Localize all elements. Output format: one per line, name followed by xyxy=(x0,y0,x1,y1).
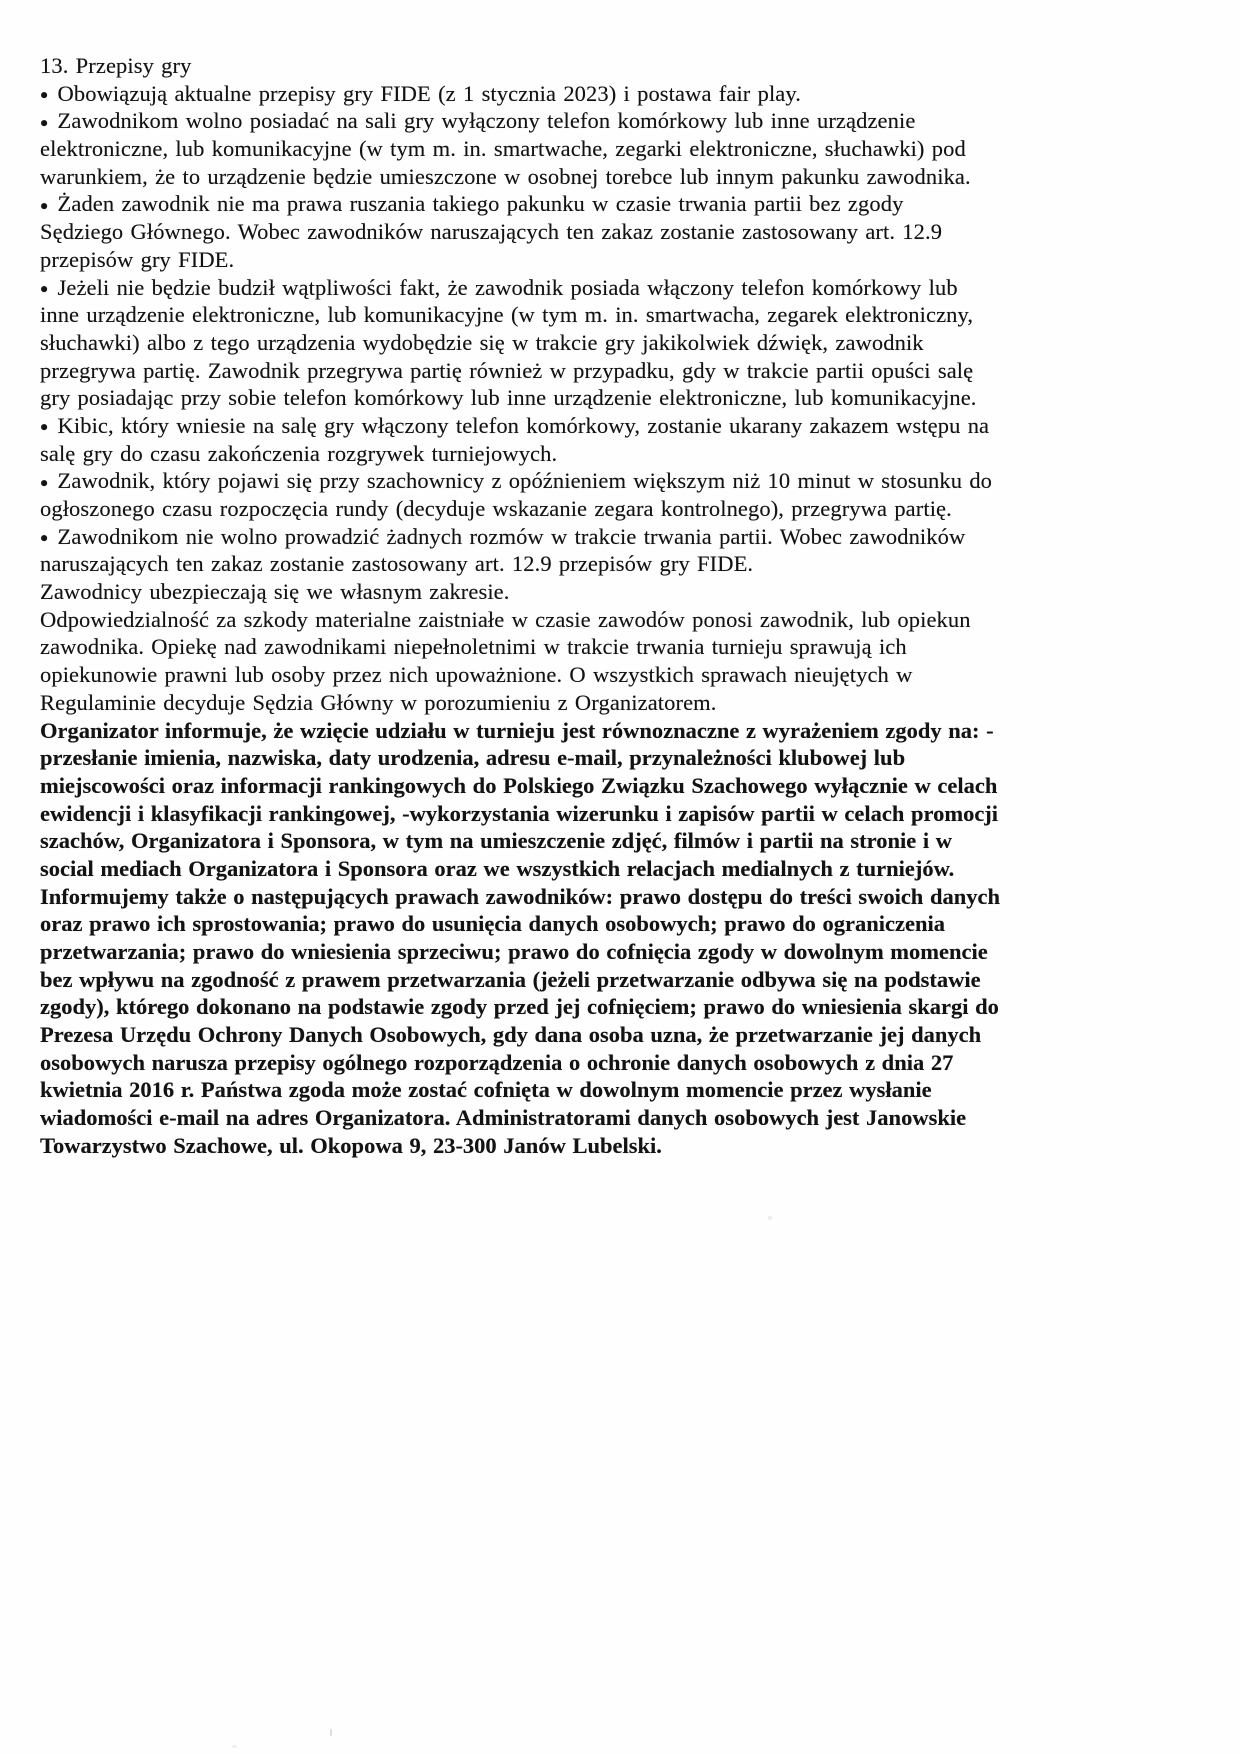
text-line xyxy=(40,578,1215,606)
line-text: Sędziego Głównego. Wobec zawodników naruszających ten zakaz zostanie zastosowany art. 12.9 xyxy=(40,219,943,245)
text-line xyxy=(40,744,1215,772)
text-line xyxy=(40,661,1215,689)
line-text: Regulaminie decyduje Sędzia Główny w porozumieniu z Organizatorem. xyxy=(40,689,717,715)
line-text: inne urządzenie elektroniczne, lub komunikacyjne (w tym m. in. smartwacha, zegarek elektroniczny, xyxy=(40,302,974,328)
line-text: Odpowiedzialność za szkody materialne zaistniałe w czasie zawodów ponosi zawodnik, lub opiekun xyxy=(40,606,971,632)
text-line xyxy=(40,135,1215,163)
line-text: osobowych narusza przepisy ogólnego rozporządzenia o ochronie danych osobowych z dnia 27 xyxy=(40,1049,954,1075)
line-text: ogłoszonego czasu rozpoczęcia rundy (decyduje wskazanie zegara kontrolnego), przegrywa partię. xyxy=(40,496,952,521)
line-text: przesłanie imienia, nazwiska, daty urodzenia, adresu e-mail, przynależności klubowej lub xyxy=(40,745,906,771)
text-line xyxy=(40,827,1215,855)
line-text: Kibic, który wniesie na salę gry włączony telefon komórkowy, zostanie ukarany zakazem wstępu na xyxy=(57,412,990,438)
bullet-line xyxy=(40,274,1215,302)
bullet-icon: ● xyxy=(40,87,49,103)
line-text: Żaden zawodnik nie ma prawa ruszania takiego pakunku w czasie trwania partii bez zgody xyxy=(57,191,904,217)
line-text: 13. Przepisy gry xyxy=(40,53,192,78)
text-line xyxy=(40,357,1215,385)
line-text: przepisów gry FIDE. xyxy=(40,246,235,272)
text-line xyxy=(40,246,1215,274)
bullet-line xyxy=(40,523,1215,551)
line-text: social mediach Organizatora i Sponsora oraz we wszystkich relacjach medialnych z turniejów. xyxy=(40,855,955,881)
line-text: Informujemy także o następujących prawach zawodników: prawo dostępu do treści swoich danych xyxy=(40,883,1000,909)
scan-artifact xyxy=(330,1729,332,1736)
line-text: zgody), którego dokonano na podstawie zgody przed jej cofnięciem; prawo do wniesienia skargi do xyxy=(40,994,999,1020)
text-line xyxy=(40,855,1215,883)
text-line xyxy=(40,633,1215,661)
line-text: oraz prawo ich sprostowania; prawo do usunięcia danych osobowych; prawo do ograniczenia xyxy=(40,911,946,937)
line-text: miejscowości oraz informacji rankingowych do Polskiego Związku Szachowego wyłącznie w celach xyxy=(40,772,998,798)
text-line xyxy=(40,966,1215,994)
line-text: kwietnia 2016 r. Państwa zgoda może zostać cofnięta w dowolnym momencie przez wysłanie xyxy=(40,1077,932,1103)
line-text: warunkiem, że to urządzenie będzie umieszczone w osobnej torebce lub innym pakunku zawodnika. xyxy=(40,163,971,189)
bullet-icon: ● xyxy=(40,281,49,297)
text-line xyxy=(40,800,1215,828)
text-line xyxy=(40,1132,1215,1160)
text-line xyxy=(40,993,1215,1021)
text-line xyxy=(40,1049,1215,1077)
line-text: gry posiadając przy sobie telefon komórkowy lub inne urządzenie elektroniczne, lub komunikacyjne. xyxy=(40,385,977,411)
bullet-line xyxy=(40,107,1215,135)
line-text: Zawodnikom wolno posiadać na sali gry wyłączony telefon komórkowy lub inne urządzenie xyxy=(57,108,916,134)
text-line xyxy=(40,218,1215,246)
text-line xyxy=(40,689,1215,717)
line-text: Organizator informuje, że wzięcie udziału w turnieju jest równoznaczne z wyrażeniem zgody na: - xyxy=(40,717,994,743)
text-line xyxy=(40,329,1215,357)
bullet-line xyxy=(40,467,1215,495)
line-text: bez wpływu na zgodność z prawem przetwarzania (jeżeli przetwarzanie odbywa się na podstawie xyxy=(40,966,981,992)
line-text: Zawodnikom nie wolno prowadzić żadnych rozmów w trakcie trwania partii. Wobec zawodników xyxy=(57,523,966,549)
line-text: szachów, Organizatora i Sponsora, w tym na umieszczenie zdjęć, filmów i partii na stronie i w xyxy=(40,828,952,854)
text-line xyxy=(40,384,1215,412)
line-text: wiadomości e-mail na adres Organizatora. Administratorami danych osobowych jest Janowskie xyxy=(40,1105,967,1131)
text-line xyxy=(40,883,1215,911)
text-line xyxy=(40,717,1215,745)
bullet-line xyxy=(40,80,1215,108)
text-line xyxy=(40,440,1215,468)
bullet-line xyxy=(40,190,1215,218)
line-text: przegrywa partię. Zawodnik przegrywa partię również w przypadku, gdy w trakcie partii opuści salę xyxy=(40,357,974,383)
text-line xyxy=(40,1076,1215,1104)
text-line xyxy=(40,910,1215,938)
line-text: słuchawki) albo z tego urządzenia wydobędzie się w trakcie gry jakikolwiek dźwięk, zawodnik xyxy=(40,329,924,355)
line-text: Zawodnicy ubezpieczają się we własnym zakresie. xyxy=(40,579,510,605)
text-line xyxy=(40,495,1215,523)
text-line xyxy=(40,301,1215,329)
text-line xyxy=(40,550,1215,578)
line-text: przetwarzania; prawo do wniesienia sprzeciwu; prawo do cofnięcia zgody w dowolnym momencie xyxy=(40,939,988,964)
text-line xyxy=(40,938,1215,966)
line-text: naruszających ten zakaz zostanie zastosowany art. 12.9 przepisów gry FIDE. xyxy=(40,551,754,577)
text-line xyxy=(40,52,1215,80)
bullet-icon: ● xyxy=(40,475,49,491)
bullet-icon: ● xyxy=(40,198,49,214)
line-text: Jeżeli nie będzie budził wątpliwości fakt, że zawodnik posiada włączony telefon komórkowy lub xyxy=(57,274,958,300)
document-text-block xyxy=(40,52,1215,1160)
text-line xyxy=(40,163,1215,191)
line-text: elektroniczne, lub komunikacyjne (w tym m. in. smartwache, zegarki elektroniczne, słuchawki) pod xyxy=(40,136,966,162)
text-line xyxy=(40,1021,1215,1049)
line-text: salę gry do czasu zakończenia rozgrywek turniejowych. xyxy=(40,440,558,466)
line-text: Prezesa Urzędu Ochrony Danych Osobowych, gdy dana osoba uzna, że przetwarzanie jej danych xyxy=(40,1022,982,1048)
bullet-line xyxy=(40,412,1215,440)
line-text: opiekunowie prawni lub osoby przez nich upoważnione. O wszystkich sprawach nieujętych w xyxy=(40,662,913,688)
text-line xyxy=(40,772,1215,800)
line-text: Obowiązują aktualne przepisy gry FIDE (z 1 stycznia 2023) i postawa fair play. xyxy=(57,80,802,106)
bullet-icon: ● xyxy=(40,420,49,436)
line-text: Zawodnik, który pojawi się przy szachownicy z opóźnieniem większym niż 10 minut w stosunku do xyxy=(57,468,993,494)
line-text: Towarzystwo Szachowe, ul. Okopowa 9, 23-300 Janów Lubelski. xyxy=(40,1132,662,1158)
bullet-icon: ● xyxy=(40,115,49,131)
line-text: ewidencji i klasyfikacji rankingowej, -wykorzystania wizerunku i zapisów partii w celach promocji xyxy=(40,800,999,826)
scan-artifact xyxy=(768,1216,772,1220)
text-line xyxy=(40,1104,1215,1132)
scan-artifact xyxy=(232,1745,237,1748)
line-text: zawodnika. Opiekę nad zawodnikami niepełnoletnimi w trakcie trwania turnieju sprawują ich xyxy=(40,634,907,660)
text-line xyxy=(40,606,1215,634)
bullet-icon: ● xyxy=(40,530,49,546)
